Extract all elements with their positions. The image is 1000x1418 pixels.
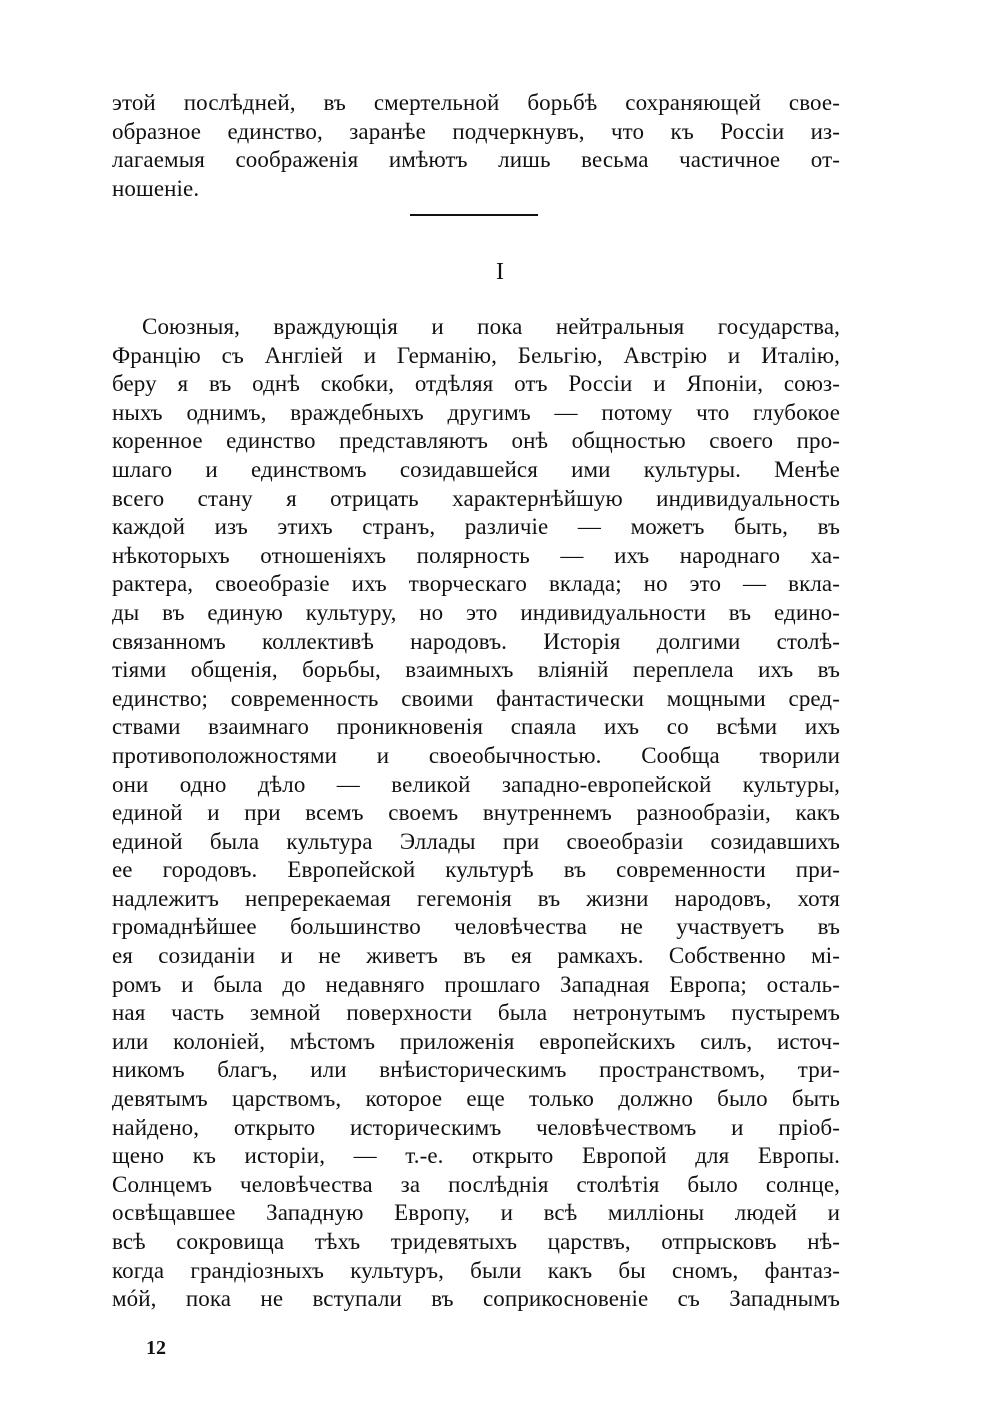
text-line: Союзныя, враждующія и пока нейтральныя государства,: [142, 314, 840, 339]
text-line: рактера, своеобразіе ихъ творческаго вклада; но это — вкла-: [112, 571, 840, 597]
text-line: этой послѣдней, въ смертельной борьбѣ сохраняющей свое-: [112, 90, 840, 115]
text-line: щено къ исторіи, — т.-е. открыто Европой для Европы.: [112, 1143, 840, 1169]
section-number: I: [496, 259, 504, 285]
text-line: громаднѣйшее большинство человѣчества не участвуетъ въ: [112, 914, 840, 940]
text-line: никомъ благъ, или внѣисторическимъ пространствомъ, три-: [112, 1057, 840, 1083]
text-line: всѣ сокровища тѣхъ тридевятыхъ царствъ, отпрысковъ нѣ-: [112, 1229, 840, 1254]
text-line: тіями общенія, борьбы, взаимныхъ вліяній переплела ихъ въ: [112, 657, 840, 683]
section-divider-rule: [410, 214, 538, 216]
text-line: ромъ и была до недавняго прошлаго Западная Европа; осталь-: [112, 971, 840, 997]
text-line: ная часть земной поверхности была нетронутымъ пустыремъ: [112, 1000, 840, 1026]
text-line: Францію съ Англіей и Германію, Бельгію, Австрію и Италію,: [112, 342, 840, 368]
text-line: лагаемыя соображенія имѣютъ лишь весьма частичное от-: [112, 147, 840, 173]
text-line: когда грандіозныхъ культуръ, были какъ бы сномъ, фантаз-: [112, 1257, 840, 1283]
text-line: ствами взаимнаго проникновенія спаяла ихъ со всѣми ихъ: [112, 714, 840, 740]
text-line: найдено, открыто историческимъ человѣчествомъ и пріоб-: [112, 1114, 840, 1140]
text-line: единой и при всемъ своемъ внутреннемъ разнообразіи, какъ: [112, 800, 840, 826]
text-line: девятымъ царствомъ, которое еще только должно было быть: [112, 1086, 840, 1112]
text-line: шлаго и единствомъ созидавшейся ими культуры. Менѣе: [112, 456, 840, 482]
text-line: они одно дѣло — великой западно-европейской культуры,: [112, 771, 840, 797]
text-line: освѣщавшее Западную Европу, и всѣ милліоны людей и: [112, 1200, 840, 1226]
text-line: единой была культура Эллады при своеобразіи созидавшихъ: [112, 828, 840, 854]
text-line: ношеніе.: [112, 175, 200, 201]
text-line: единство; современность своими фантастически мощными сред-: [112, 685, 840, 711]
text-line: коренное единство представляютъ онѣ общностью своего про-: [112, 428, 840, 454]
text-line: надлежитъ непререкаемая гегемонія въ жизни народовъ, хотя: [112, 885, 840, 911]
text-line: каждой изъ этихъ странъ, различіе — можетъ быть, въ: [112, 514, 840, 540]
text-line: ды въ единую культуру, но это индивидуальности въ едино-: [112, 599, 840, 625]
text-line: образное единство, заранѣе подчеркнувъ, что къ Россіи из-: [112, 118, 840, 144]
text-line: нѣкоторыхъ отношеніяхъ полярность — ихъ народнаго ха-: [112, 542, 840, 568]
text-line: или колоніей, мѣстомъ приложенія европейскихъ силъ, источ-: [112, 1028, 840, 1054]
text-line: связанномъ коллективѣ народовъ. Исторія долгими столѣ-: [112, 628, 840, 654]
body-paragraph: [112, 313, 840, 1314]
text-line: мóй, пока не вступали въ соприкосновеніе съ Западнымъ: [112, 1286, 840, 1312]
text-line: противоположностями и своеобычностью. Сообща творили: [112, 742, 840, 768]
text-line: ее городовъ. Европейской культурѣ въ современности при-: [112, 857, 840, 883]
text-line: беру я въ однѣ скобки, отдѣляя отъ Россіи и Японіи, союз-: [112, 371, 840, 397]
intro-paragraph: [112, 89, 840, 203]
page-number: 12: [146, 1337, 166, 1359]
text-line: Солнцемъ человѣчества за послѣднія столѣтія было солнце,: [112, 1171, 840, 1197]
text-line: ея созиданіи и не живетъ въ ея рамкахъ. Собственно мі-: [112, 943, 840, 969]
text-line: всего стану я отрицать характернѣйшую индивидуальность: [112, 485, 840, 511]
text-line: ныхъ однимъ, враждебныхъ другимъ — потому что глубокое: [112, 399, 840, 425]
